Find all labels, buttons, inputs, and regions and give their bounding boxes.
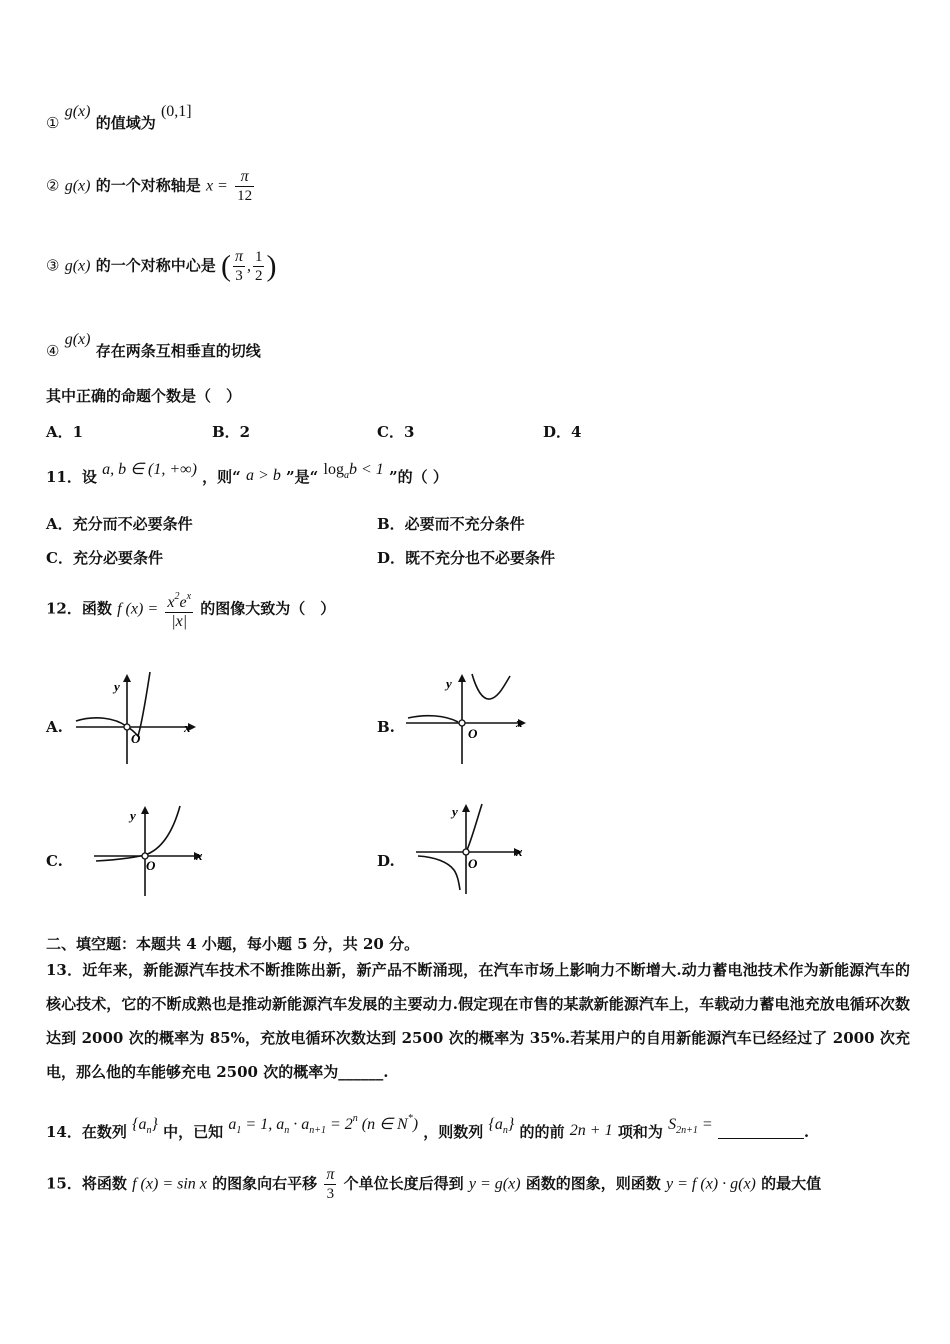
- sequence: $\{a_n\}$: [132, 1116, 158, 1136]
- circled-num: ②: [46, 176, 60, 195]
- option-b[interactable]: B．必要而不充分条件: [377, 515, 525, 533]
- origin-hole: [463, 849, 469, 855]
- graph-c[interactable]: [90, 800, 230, 900]
- answer-blank[interactable]: [718, 1138, 804, 1139]
- statement-text: 存在两条互相垂直的切线: [95, 342, 261, 360]
- question-13: 13．近年来，新能源汽车技术不断推陈出新，新产品不断涌现，在汽车市场上影响力不断增大.动力蓄电池技术作为新能源汽车的核心技术，它的不断成熟也是推动新能源汽车发展的主要动力.假定现在市售的某款新能源汽车上，车载动力蓄电池充放电循环次数达到 2000 次的概率为 85%，充放电循环次数达到 2500 次的概率为 35%.若某用户的自用新能源汽车已经经过了 2000 次充电，那么他的车能够充电 2500 次的概率为______.: [46, 961, 910, 1081]
- function-lhs: f (x) =: [117, 600, 159, 618]
- section-heading: 二、填空题：本题共 4 小题，每小题 5 分，共 20 分。: [46, 935, 420, 953]
- statement-2: [46, 168, 256, 205]
- graph-a[interactable]: [70, 668, 200, 768]
- sum-expr: $S_{2n+1}$ =: [668, 1116, 713, 1136]
- fraction-b: $\frac{1}{2}$: [254, 249, 263, 284]
- graph-d[interactable]: [410, 798, 550, 898]
- option-d[interactable]: D．既不充分也不必要条件: [377, 549, 556, 567]
- statement-1: [46, 103, 192, 132]
- option-a[interactable]: A．充分而不必要条件: [46, 515, 193, 533]
- math-expr: g(x): [64, 257, 91, 275]
- curve-left: [408, 716, 458, 722]
- x-label: x: [196, 848, 203, 863]
- y-axis-arrow: [462, 804, 470, 812]
- question-15: 15．将函数 f (x) = sin x 的图象向右平移 $\frac{\pi}{3}$ 个单位长度后得到 y = g(x) 函数的图象，则函数 y = f (x) · g(x) 的最大值: [46, 1166, 822, 1202]
- question-stem: 的图像大致为（ ）: [200, 599, 336, 618]
- statement-text: 的一个对称中心是: [95, 256, 216, 275]
- graph-label-d[interactable]: D.: [377, 852, 395, 870]
- graph-label-a[interactable]: A.: [46, 718, 63, 736]
- origin-hole: [459, 720, 465, 726]
- function-g: y = g(x): [468, 1175, 521, 1193]
- y-label: y: [452, 804, 458, 819]
- y-label: y: [114, 679, 120, 694]
- math-expr: g(x): [64, 177, 91, 195]
- circled-num: ③: [46, 256, 60, 275]
- graph-label-b[interactable]: B.: [377, 718, 395, 736]
- fraction: $\frac{\pi}{12}$: [237, 168, 253, 204]
- graph-b[interactable]: [400, 668, 540, 768]
- math-lhs: x =: [205, 177, 228, 195]
- option-c[interactable]: C．3: [377, 423, 415, 441]
- x-label: x: [516, 715, 523, 730]
- function-f: f (x) = sin x: [132, 1175, 207, 1193]
- statement-3: ③ g(x) 的一个对称中心是 ( $\frac{\pi}{3}$ , $\frac{1}{2}$ ): [46, 248, 277, 284]
- term-count: 2n + 1: [569, 1122, 613, 1139]
- recurrence: $a_1 = 1$, $a_n \cdot a_{n+1} = 2^n$ (n ∈ N*): [228, 1113, 419, 1136]
- math-value: (0,1]: [160, 103, 192, 120]
- origin-label: O: [468, 726, 478, 741]
- question-number: 11．设: [46, 468, 97, 486]
- question-14: 14．在数列 $\{a_n\}$ 中，已知 $a_1 = 1$, $a_n \cdot a_{n+1} = 2^n$ (n ∈ N*) ，则数列 $\{a_n\}$ 的的前 2n + 1 项和为 $S_{2n+1}$ = .: [46, 1113, 810, 1141]
- math-expr: g(x): [64, 331, 91, 348]
- curve-right: [472, 674, 510, 699]
- graph-label-c[interactable]: C.: [46, 852, 63, 870]
- sequence: $\{a_n\}$: [488, 1116, 515, 1136]
- origin-label: O: [468, 856, 478, 871]
- math-expr: g(x): [64, 103, 91, 120]
- shift-fraction: $\frac{\pi}{3}$: [326, 1166, 335, 1202]
- question-11: 11．设 a, b ∈ (1, +∞) ，则“ a > b ”是“ $\log_ab < 1$ ”的（ ）: [46, 461, 448, 486]
- circled-num: ①: [46, 114, 60, 132]
- question-number: 12．函数: [46, 599, 112, 618]
- y-axis-arrow: [458, 674, 466, 682]
- condition: a, b ∈ (1, +∞): [102, 461, 197, 478]
- statement-4: [46, 331, 261, 360]
- origin-label: O: [146, 858, 156, 873]
- y-axis-arrow: [141, 806, 149, 814]
- option-b[interactable]: B．2: [212, 423, 251, 441]
- origin-hole: [124, 724, 130, 730]
- function-product: y = f (x) · g(x): [666, 1175, 756, 1193]
- statement-text: 的值域为: [95, 114, 156, 132]
- question-number: 14．在数列: [46, 1123, 127, 1141]
- x-label: x: [184, 720, 191, 735]
- origin-label: O: [131, 731, 141, 746]
- y-axis-arrow: [123, 674, 131, 682]
- proposition-p: a > b: [246, 467, 281, 484]
- option-d[interactable]: D．4: [543, 423, 582, 441]
- question-12: [46, 588, 335, 631]
- circled-num: ④: [46, 342, 60, 360]
- function-fraction: $\frac{x^2e^x}{|x|}$: [165, 588, 193, 631]
- y-label: y: [130, 808, 136, 823]
- curve-left: [418, 856, 460, 890]
- x-label: x: [516, 844, 523, 859]
- question-number: 15．将函数: [46, 1174, 127, 1193]
- proposition-q: $\log_ab < 1$: [323, 461, 384, 481]
- y-label: y: [446, 676, 452, 691]
- option-c[interactable]: C．充分必要条件: [46, 549, 163, 567]
- curve: [96, 806, 180, 861]
- option-a[interactable]: A．1: [46, 423, 84, 441]
- question-stem: 其中正确的命题个数是（ ）: [46, 387, 242, 405]
- fraction-a: $\frac{\pi}{3}$: [234, 248, 243, 284]
- statement-text: 的一个对称轴是: [95, 176, 201, 195]
